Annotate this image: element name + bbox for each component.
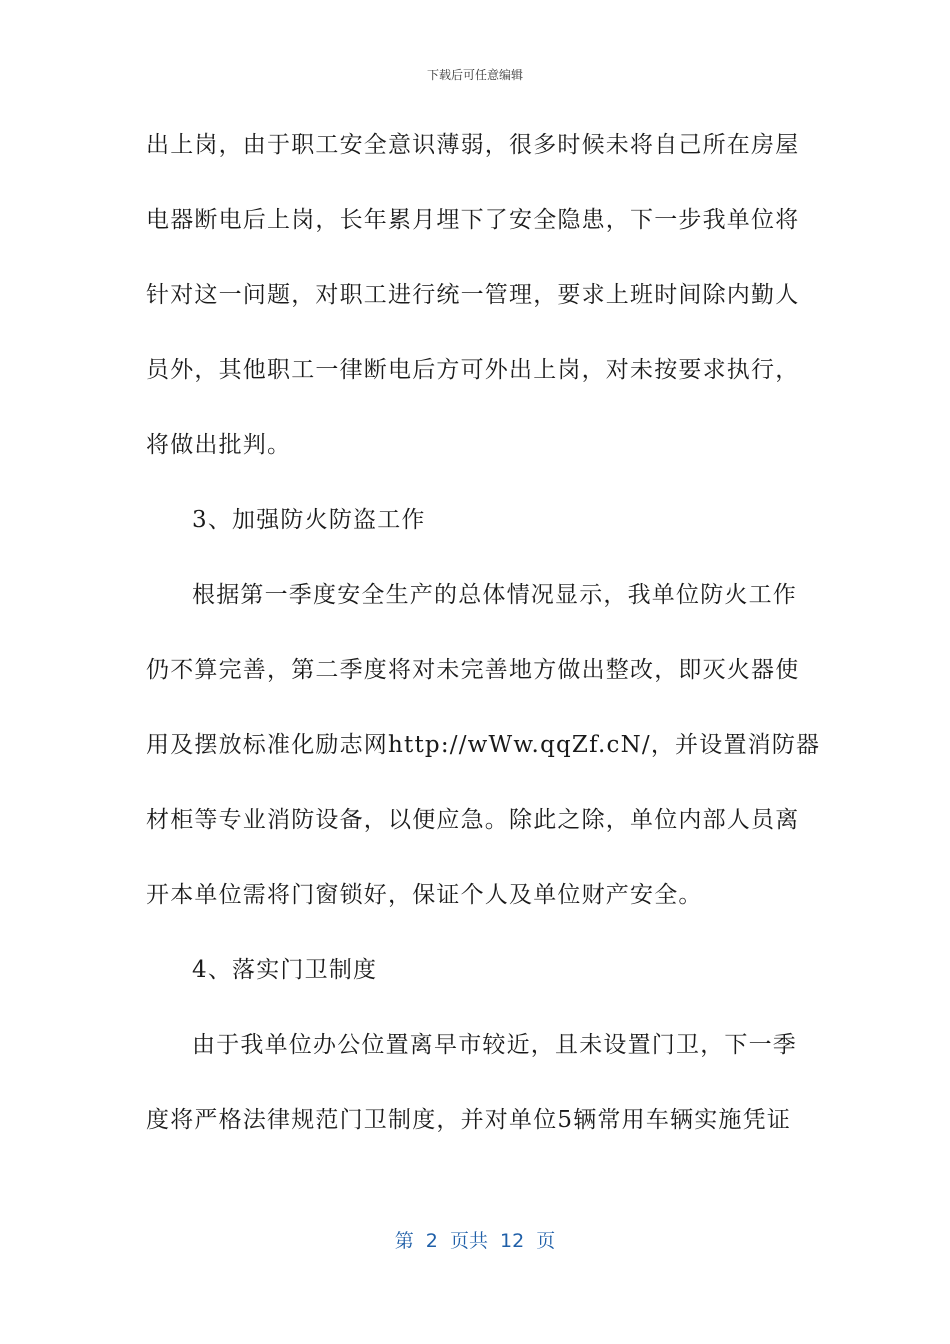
page-header: 下载后可任意编辑 xyxy=(426,68,523,82)
section-heading-3: 3、加强防火防盗工作 xyxy=(192,507,426,533)
body-line-2: 电器断电后上岗，长年累月埋下了安全隐患，下一步我单位将 xyxy=(146,207,800,233)
body-line-11: 开本单位需将门窗锁好，保证个人及单位财产安全。 xyxy=(146,882,703,908)
body-line-13: 由于我单位办公位置离早市较近，且未设置门卫，下一季 xyxy=(192,1032,797,1058)
body-line-8: 仍不算完善，第二季度将对未完善地方做出整改，即灭火器使 xyxy=(146,657,800,683)
page-number-footer: 第 2 页共 12 页 xyxy=(394,1230,556,1252)
body-line-4: 员外，其他职工一律断电后方可外出上岗，对未按要求执行， xyxy=(146,357,800,383)
body-line-5: 将做出批判。 xyxy=(146,432,292,458)
body-line-9: 用及摆放标准化励志网http://wWw.qqZf.cN/，并设置消防器 xyxy=(146,732,821,758)
body-line-7: 根据第一季度安全生产的总体情况显示，我单位防火工作 xyxy=(192,582,797,608)
body-line-10: 材柜等专业消防设备，以便应急。除此之除，单位内部人员离 xyxy=(146,807,800,833)
body-line-1: 出上岗，由于职工安全意识薄弱，很多时候未将自己所在房屋 xyxy=(146,132,800,158)
document-body xyxy=(146,120,821,1170)
section-heading-4: 4、落实门卫制度 xyxy=(192,957,378,983)
body-line-3: 针对这一问题，对职工进行统一管理，要求上班时间除内勤人 xyxy=(146,282,800,308)
body-line-14: 度将严格法律规范门卫制度，并对单位5辆常用车辆实施凭证 xyxy=(146,1107,792,1133)
